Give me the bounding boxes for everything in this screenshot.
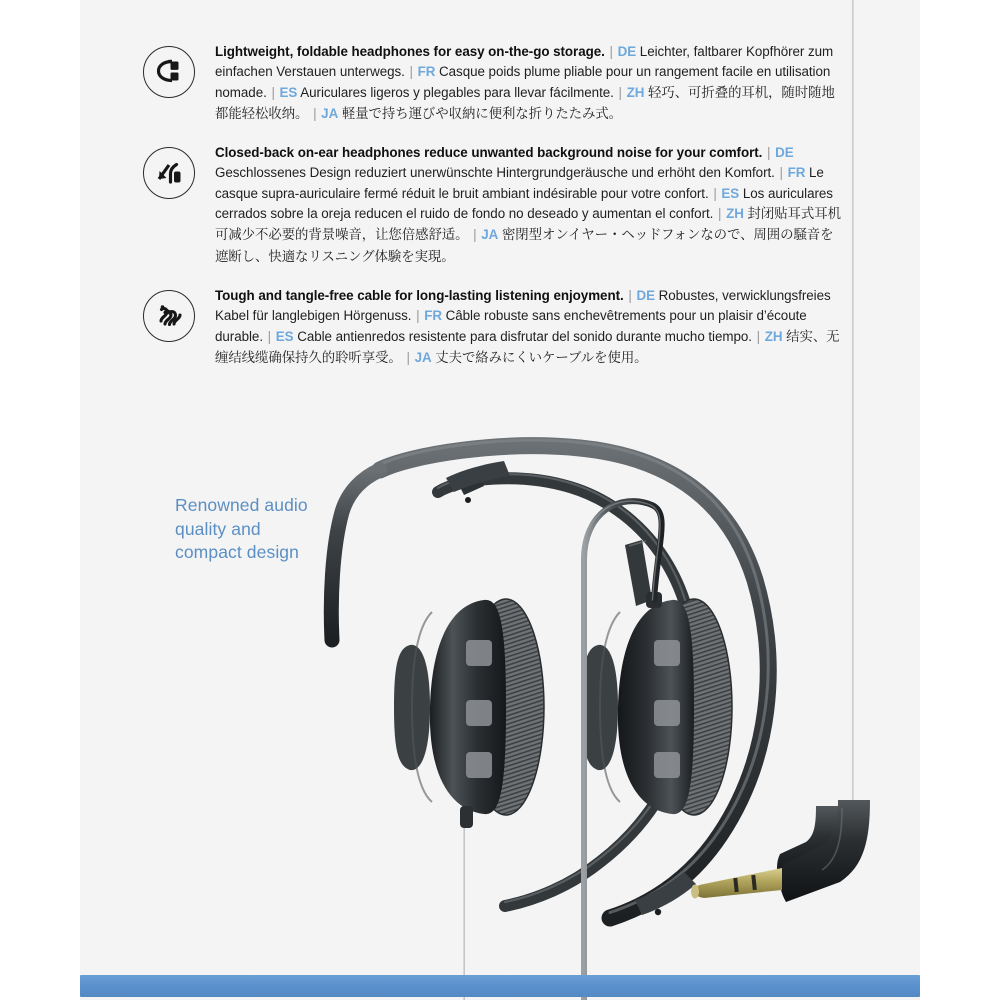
lang-tag-ja: JA [414, 349, 432, 365]
separator: | [271, 84, 275, 100]
right-angle-3.5mm-plug [691, 800, 870, 902]
feature-translation-ja: 軽量で持ち運びや収納に便利な折りたたみ式。 [341, 106, 623, 122]
feature-translation-de: Leichter, faltbarer Kopfhörer zum einfachen Verstauen unterwegs. [215, 44, 834, 80]
lang-tag-ja: JA [321, 105, 339, 121]
lang-tag-fr: FR [424, 308, 442, 324]
lang-tag-es: ES [721, 185, 740, 201]
foldable-headphones-icon [143, 46, 195, 98]
pull-quote: Renowned audio quality and compact design [175, 495, 308, 562]
separator: | [756, 328, 761, 344]
lang-tag-zh: ZH [726, 206, 744, 222]
left-slider-arm [331, 470, 484, 640]
feature-translation-fr: Le casque supra-auriculaire fermé réduit le bruit ambiant indésirable pour votre confort. [215, 165, 824, 201]
lang-tag-fr: FR [787, 165, 806, 181]
noise-reduction-icon [143, 147, 195, 199]
lang-tag-de: DE [636, 287, 655, 303]
separator: | [416, 308, 420, 324]
feature-translation-ja: 丈夫で絡みにくいケーブルを使用。 [435, 350, 648, 366]
feature-translation-de: Geschlossenes Design reduziert unerwünschte Hintergrundgeräusche und erhöht den Komfort. [215, 165, 775, 181]
lang-tag-fr: FR [417, 64, 436, 80]
feature-translation-ja: 密閉型オンイヤー・ヘッドフォンなので、周囲の騒音を遮断し、快適なリスニング体験を実現。 [215, 228, 834, 265]
feature-translation-fr: Câble robuste sans enchevêtrements pour un plaisir d’écoute durable. [215, 308, 807, 344]
headband-inner [438, 474, 695, 906]
feature-text [215, 42, 843, 125]
separator: | [767, 145, 771, 161]
feature-translation-fr: Casque poids plume pliable pour un rangement facile en utilisation nomade. [215, 64, 831, 100]
separator: | [473, 227, 477, 243]
feature-translation-es: Los auriculares cerrados sobre la oreja reducen el ruido de fondo no deseado y aumentan el confort. [215, 185, 833, 222]
bottom-accent-bar [80, 975, 920, 997]
separator: | [267, 328, 272, 344]
feature-translation-zh: 结实、无缠结线缆确保持久的聆听享受。 [215, 329, 840, 366]
feature-translation-zh: 封闭贴耳式耳机可减少不必要的背景噪音，让您倍感舒适。 [215, 207, 841, 244]
lang-tag-zh: ZH [626, 84, 645, 100]
separator: | [779, 165, 783, 181]
feature-headline: Closed-back on-ear headphones reduce unwanted background noise for your comfort. [215, 145, 763, 161]
feature-text [215, 286, 843, 369]
feature-translation-de: Robustes, verwicklungsfreies Kabel für langlebigen Hörgenuss. [215, 287, 831, 324]
feature-headline: Lightweight, foldable headphones for easy on-the-go storage. [215, 44, 605, 59]
separator: | [409, 64, 413, 80]
feature-item [143, 286, 843, 369]
separator: | [406, 349, 410, 365]
lang-tag-es: ES [279, 84, 298, 100]
feature-text [215, 143, 843, 268]
tangle-free-cable-icon [143, 290, 195, 342]
product-info-page [80, 0, 920, 1000]
lang-tag-es: ES [275, 328, 294, 344]
feature-translation-es: Cable antienredos resistente para disfrutar del sonido durante mucho tiempo. [297, 328, 752, 344]
feature-translation-es: Auriculares ligeros y plegables para llevar fácilmente. [300, 84, 614, 100]
feature-item [143, 42, 843, 125]
headband [380, 440, 768, 918]
separator: | [628, 287, 632, 303]
lang-tag-ja: JA [481, 227, 499, 243]
separator: | [713, 185, 717, 201]
lang-tag-de: DE [775, 145, 794, 161]
separator: | [618, 84, 622, 100]
left-earcup [394, 599, 544, 815]
feature-item [143, 143, 843, 268]
right-earcup [582, 540, 732, 815]
feature-headline: Tough and tangle-free cable for long-lasting listening enjoyment. [215, 287, 624, 303]
separator: | [313, 105, 317, 121]
feature-list [143, 42, 843, 387]
lang-tag-de: DE [617, 44, 637, 59]
lang-tag-zh: ZH [764, 328, 783, 344]
feature-translation-zh: 轻巧、可折叠的耳机，随时随地都能轻松收纳。 [215, 85, 835, 122]
headband-hinge [446, 461, 510, 492]
separator: | [718, 206, 722, 222]
separator: | [609, 44, 613, 59]
